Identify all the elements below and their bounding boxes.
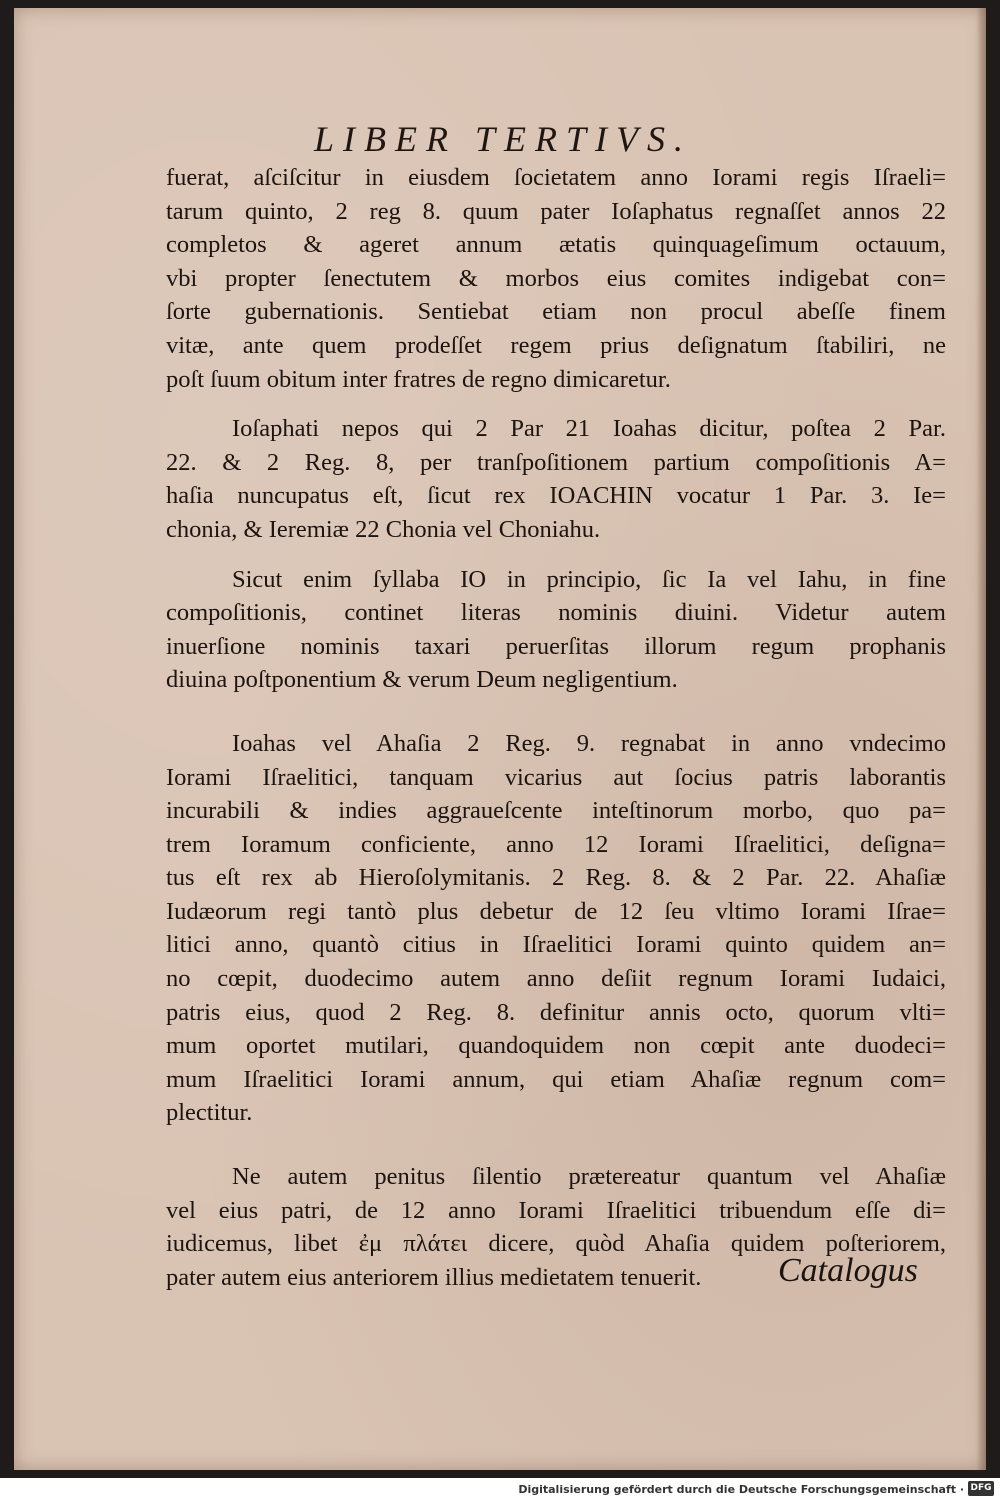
footer-credit: Digitalisierung gefördert durch die Deutsche Forschungsgemeinschaft ·	[518, 1483, 964, 1496]
text-line: trem Ioramum conficiente, anno 12 Iorami Iſraelitici, deſigna=	[166, 830, 946, 858]
paragraph	[166, 161, 946, 396]
running-head: LIBER TERTIVS.	[314, 119, 692, 159]
text-line: vel eius patri, de 12 anno Iorami Iſraelitici tribuendum eſſe di=	[166, 1196, 946, 1224]
text-line: diuina poſtponentium & verum Deum negligentium.	[166, 666, 678, 694]
text-line: Iudæorum regi tantò plus debetur de 12 ſeu vltimo Iorami Iſrae=	[166, 897, 946, 925]
text-line: plectitur.	[166, 1099, 253, 1127]
text-line: haſia nuncupatus eſt, ſicut rex IOACHIN vocatur 1 Par. 3. Ie=	[166, 482, 946, 510]
text-line: compoſitionis, continet literas nominis diuini. Videtur autem	[166, 599, 946, 627]
text-line: mum Iſraelitici Iorami annum, qui etiam Ahaſiæ regnum com=	[166, 1065, 946, 1093]
text-line: patris eius, quod 2 Reg. 8. definitur annis octo, quorum vlti=	[166, 998, 946, 1026]
footer-bar	[0, 1478, 1000, 1501]
catchword: Catalogus	[778, 1252, 918, 1289]
text-line: vitæ, ante quem prodeſſet regem prius deſignatum ſtabiliri, ne	[166, 331, 946, 359]
text-line: incurabili & indies aggraueſcente inteſtinorum morbo, quo pa=	[166, 797, 946, 825]
paragraph-gap	[166, 547, 946, 563]
page-edge	[976, 8, 986, 1470]
text-line: poſt ſuum obitum inter fratres de regno dimicaretur.	[166, 365, 671, 393]
paragraph-gap	[166, 1130, 946, 1160]
text-line: tus eſt rex ab Hieroſolymitanis. 2 Reg. 8. & 2 Par. 22. Ahaſiæ	[166, 864, 946, 892]
text-line: iudicemus, libet ἐμ πλάτει dicere, quòd Ahaſia quidem poſteriorem,	[166, 1230, 946, 1258]
text-line: tarum quinto, 2 reg 8. quum pater Ioſaphatus regnaſſet annos 22	[166, 197, 946, 225]
text-line: pater autem eius anteriorem illius medietatem tenuerit.	[166, 1263, 702, 1291]
paragraph	[166, 727, 946, 1130]
text-line: litici anno, quantò citius in Iſraelitici Iorami quinto quidem an=	[166, 931, 946, 959]
text-line: inuerſione nominis taxari peruerſitas illorum regum prophanis	[166, 632, 946, 660]
text-line: Ne autem penitus ſilentio prætereatur quantum vel Ahaſiæ	[232, 1163, 946, 1191]
text-line: Iorami Iſraelitici, tanquam vicarius aut ſocius patris laborantis	[166, 763, 946, 791]
text-line: completos & ageret annum ætatis quinquageſimum octauum,	[166, 231, 946, 259]
text-line: vbi propter ſenectutem & morbos eius comites indigebat con=	[166, 264, 946, 292]
text-line: 22. & 2 Reg. 8, per tranſpoſitionem partium compoſitionis A=	[166, 448, 946, 476]
paragraph	[166, 412, 946, 546]
dfg-logo-icon: DFG	[968, 1481, 994, 1496]
text-block	[166, 161, 946, 1294]
text-line: mum oportet mutilari, quandoquidem non cœpit ante duodeci=	[166, 1032, 946, 1060]
text-line: Sicut enim ſyllaba IO in principio, ſic Ia vel Iahu, in fine	[232, 565, 946, 593]
text-line: Ioahas vel Ahaſia 2 Reg. 9. regnabat in anno vndecimo	[232, 729, 946, 757]
text-line: Ioſaphati nepos qui 2 Par 21 Ioahas dicitur, poſtea 2 Par.	[232, 415, 946, 443]
text-line: fuerat, aſciſcitur in eiusdem ſocietatem anno Iorami regis Iſraeli=	[166, 164, 946, 191]
paragraph-gap	[166, 396, 946, 412]
text-line: no cœpit, duodecimo autem anno deſiit regnum Iorami Iudaici,	[166, 965, 946, 993]
text-line: chonia, & Ieremiæ 22 Chonia vel Choniahu.	[166, 515, 601, 543]
text-line: ſorte gubernationis. Sentiebat etiam non procul abeſſe finem	[166, 298, 946, 326]
paragraph	[166, 563, 946, 697]
paragraph-gap	[166, 697, 946, 727]
